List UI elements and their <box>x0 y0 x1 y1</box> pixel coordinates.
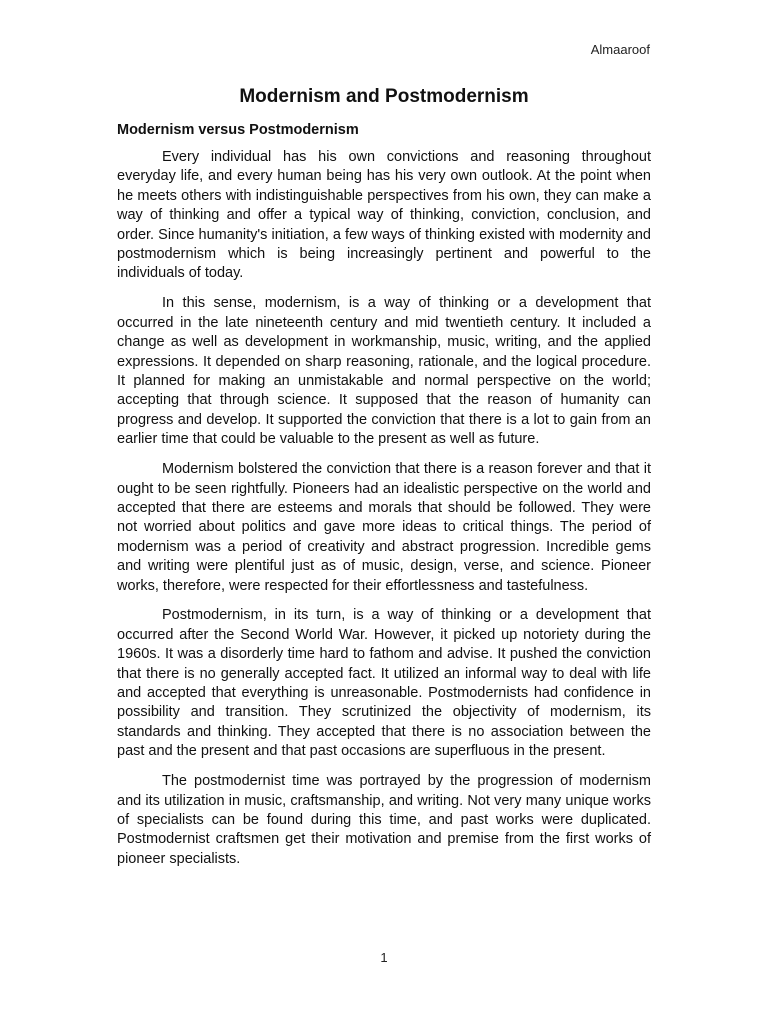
running-header-author: Almaaroof <box>590 42 650 57</box>
paragraph-2: In this sense, modernism, is a way of thinking or a development that occurred in the late nineteenth century and mid twentieth century. It included a change as well as development in workmanship, music, writing, and the applied expressions. It depended on sharp reasoning, rationale, and the logical procedure. It planned for making an unmistakable and normal perspective on the world; accepting that through science. It supposed that the reason of humanity can progress and develop. It supported the conviction that there is a lot to gain from an earlier time that could be valuable to the present as well as future. <box>117 295 651 448</box>
document-body <box>117 86 651 880</box>
paragraph-4: Postmodernism, in its turn, is a way of thinking or a development that occurred after the Second World War. However, it picked up notoriety during the 1960s. It was a disorderly time hard to fathom and advise. It pushed the conviction that there is no generally accepted fact. It utilized an informal way to deal with life and accepted that everything is unreasonable. Postmodernists had confidence in possibility and transition. They scrutinized the objectivity of modernism, its standards and thinking. They accepted that there is no association between the past and the present and that past occasions are superfluous in the present. <box>117 607 651 760</box>
paragraph-5: The postmodernist time was portrayed by the progression of modernism and its utilization in music, craftsmanship, and writing. Not very many unique works of specialists can be found during this time, and past works were duplicated. Postmodernist craftsmen get their motivation and premise from the first works of pioneer specialists. <box>117 773 651 867</box>
page-number: 1 <box>380 950 388 965</box>
paragraph-1: Every individual has his own convictions and reasoning throughout everyday life, and every human being has his very own outlook. At the point when he meets others with indistinguishable perspectives from his own, they can make a way of thinking and offer a typical way of thinking, conviction, conclusion, and order. Since humanity's initiation, a few ways of thinking existed with modernity and postmodernism which is being increasingly pertinent and powerful to the individuals of today. <box>117 149 651 282</box>
paragraph-3: Modernism bolstered the conviction that there is a reason forever and that it ought to be seen rightfully. Pioneers had an idealistic perspective on the world and accepted that there are esteems and morals that should be followed. They were not worried about politics and gave more ideas to critical things. The period of modernism was a period of creativity and abstract progression. Incredible gems and writing were plentiful just as of music, design, verse, and science. Pioneer works, therefore, were respected for their effortlessness and tastefulness. <box>117 461 651 594</box>
section-heading: Modernism versus Postmodernism <box>117 122 359 138</box>
document-title: Modernism and Postmodernism <box>239 86 529 107</box>
